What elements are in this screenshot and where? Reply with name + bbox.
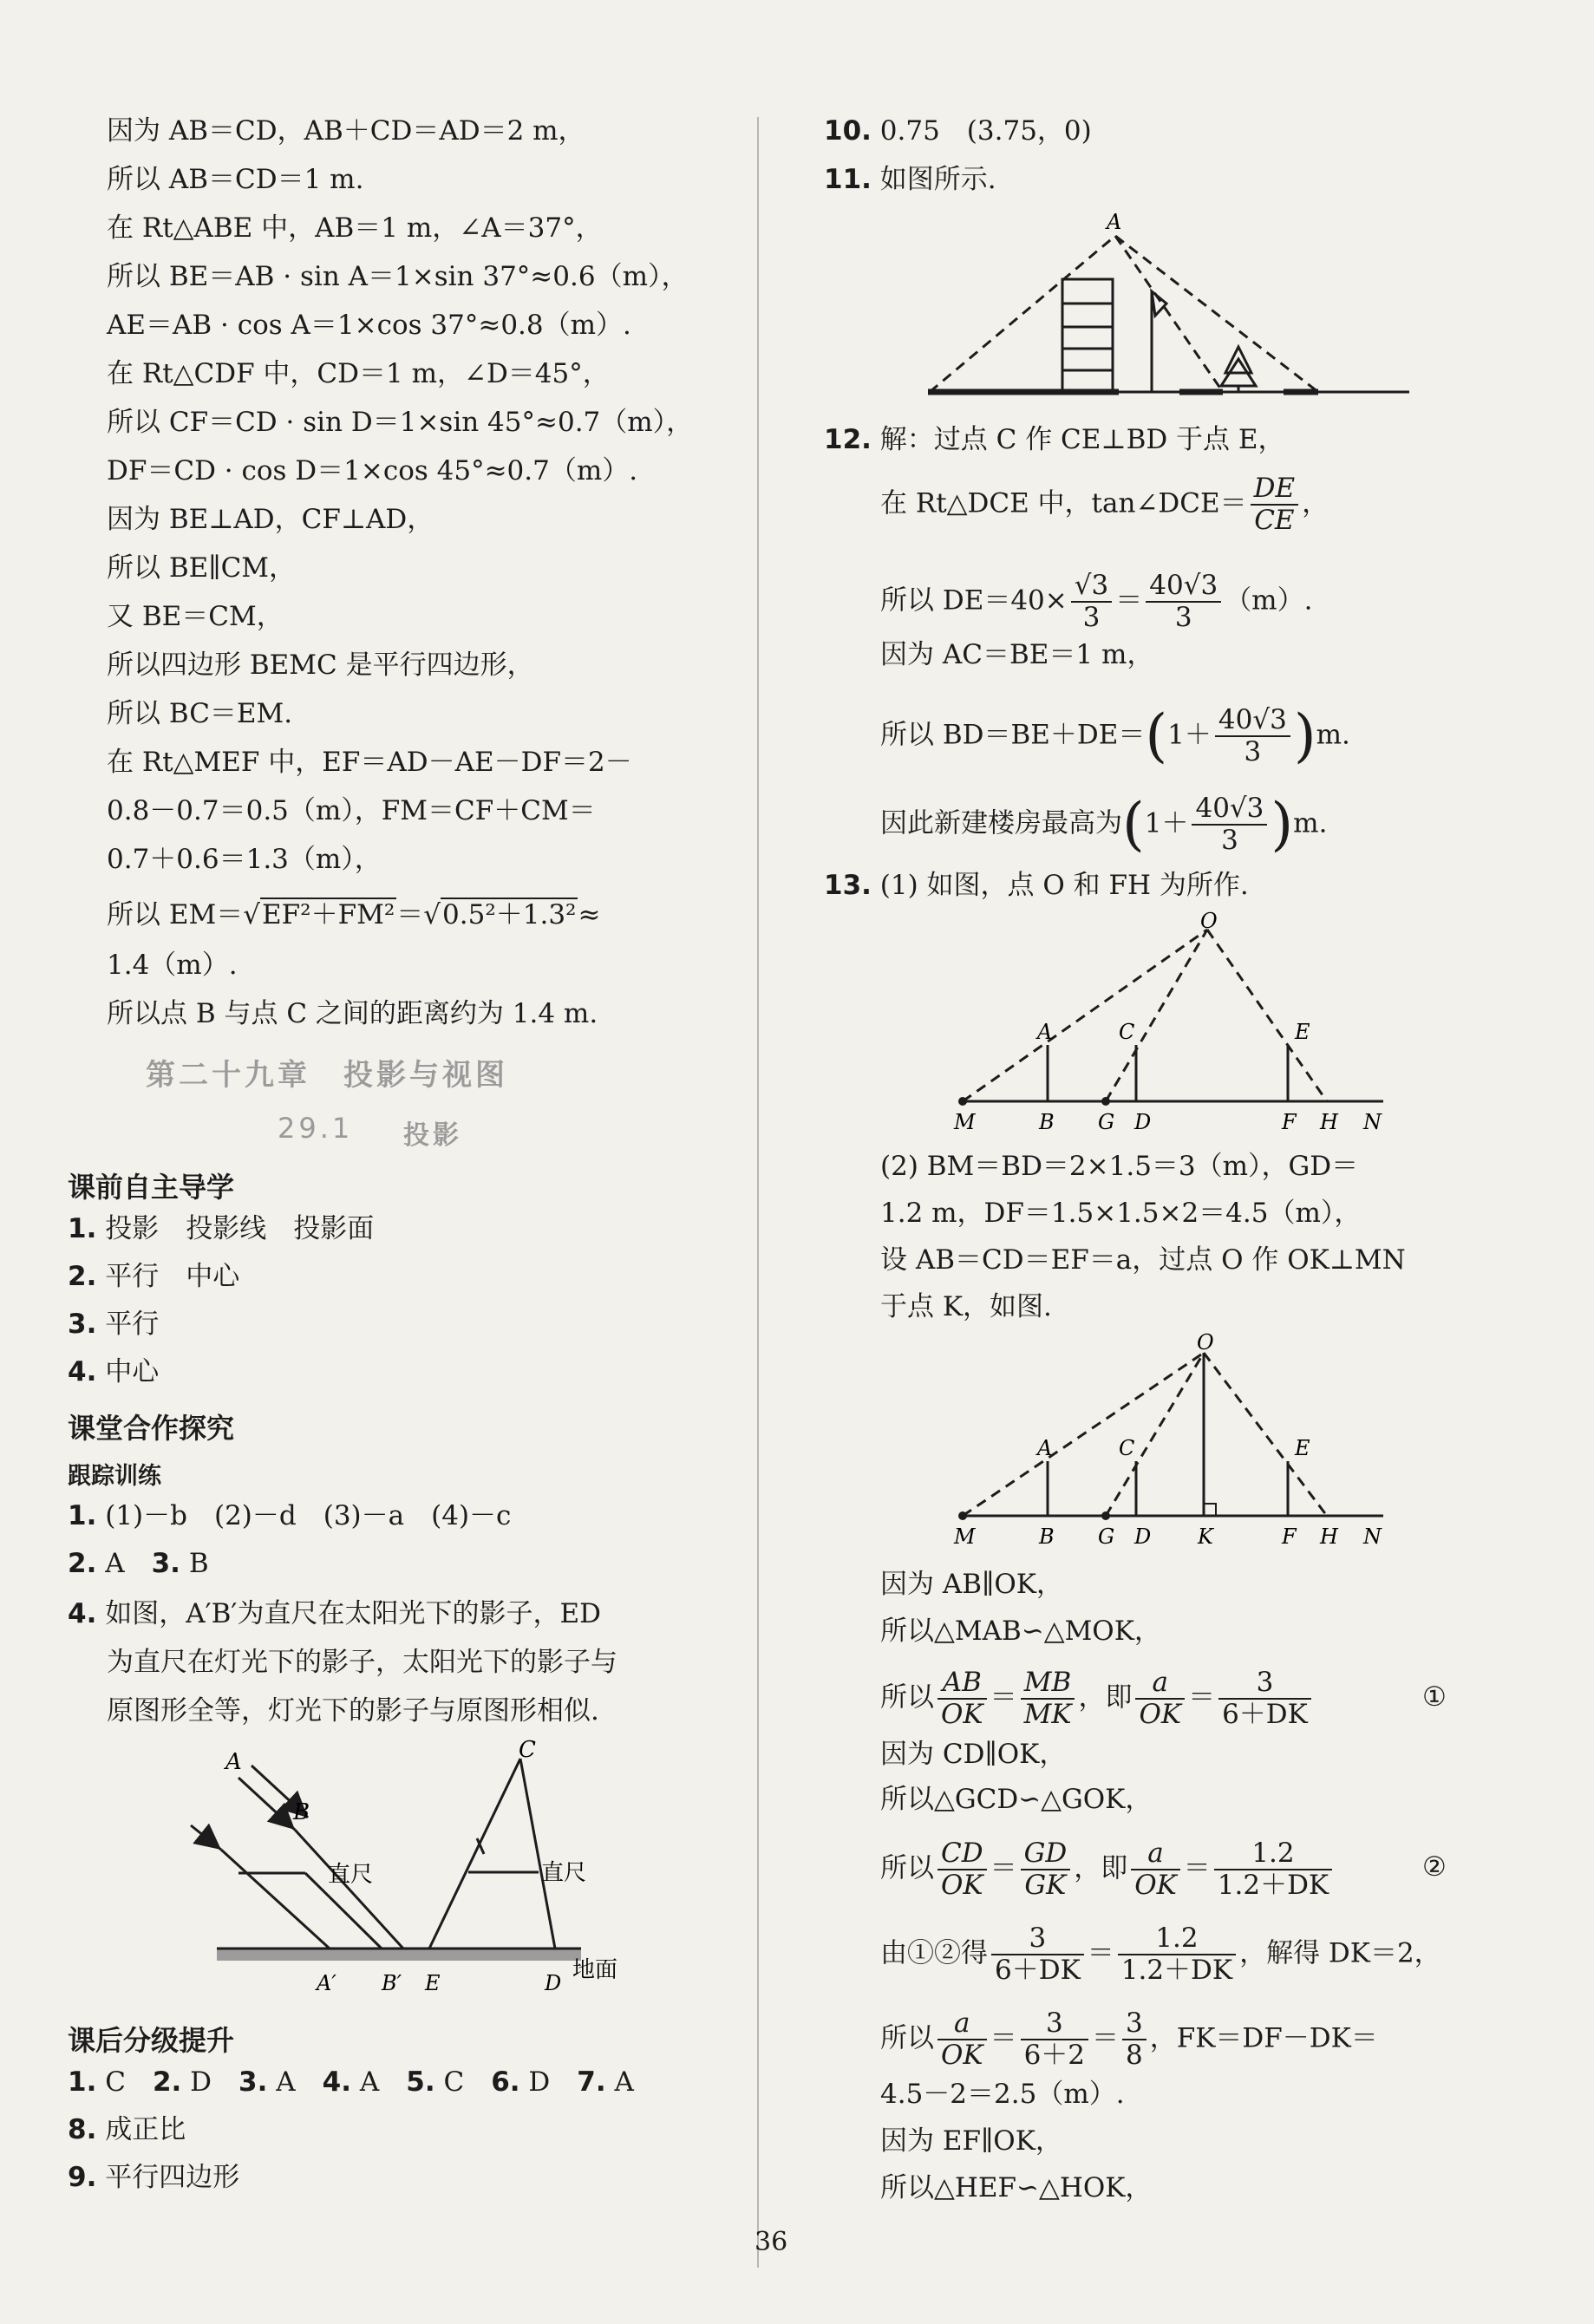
text-line: 所以 AB＝CD＝1 m. [107,164,364,195]
label: N [1363,1110,1382,1134]
heading-pre-study: 课前自主导学 [68,1171,235,1204]
denominator: 3 [1082,602,1101,633]
sqrt-sign: √ [243,899,260,930]
text-line: 因为 BE⊥AD，CF⊥AD， [107,504,434,535]
text: 平行 中心 [105,1261,240,1292]
label: 直尺 [541,1860,587,1886]
denominator: OK [941,1870,983,1901]
answer-line: 8. 成正比 [68,2114,186,2145]
fraction [937,1840,987,1899]
denominator: OK [1134,1870,1177,1901]
text-line: 所以 CF＝CD · sin D＝1×sin 45°≈0.7（m）， [107,407,694,438]
denominator: OK [941,2040,983,2071]
label: D [1134,1110,1152,1134]
text: (1) 如图，点 O 和 FH 为所作. [879,870,1249,901]
choice: A [276,2066,296,2098]
num: 6. [491,2066,520,2098]
text-line: 于点 K，如图. [880,1291,1052,1322]
denominator: OK [941,1699,983,1730]
choice: A [359,2066,380,2098]
label: D [1134,1524,1152,1549]
chapter-title: 第二十九章 投影与视图 [146,1058,508,1093]
text: 平行 [105,1309,160,1340]
choice: C [443,2066,465,2098]
label: M [954,1524,976,1549]
fraction [1071,572,1112,631]
text: 所以 [880,2022,934,2054]
text: ，即 [1078,1681,1133,1714]
label: B [1039,1110,1055,1134]
denominator: 3 [1174,602,1192,633]
answer-line: 4. 如图，A′B′为直尺在太阳光下的影子，ED [68,1598,601,1629]
label: B′ [382,1971,402,1995]
math-line [880,1840,1336,1899]
answer-line: 2. A 3. B [68,1548,209,1579]
light-ray [520,1759,555,1949]
fraction [1251,475,1298,534]
fraction [1122,2007,1147,2071]
text-line: 在 Rt△MEF 中，EF＝AD－AE－DF＝2－ [107,747,632,778]
label: D [545,1971,562,1995]
text: ＝ [1183,1852,1211,1884]
fraction [1021,1840,1071,1899]
label: O [1197,1330,1214,1355]
numerator: a [937,2010,987,2040]
choice: C [105,2066,126,2098]
answer-line [824,115,1092,147]
figure-13-1 [945,911,1396,1140]
label: C [1119,1020,1135,1044]
denominator: MK [1023,1699,1072,1730]
text: 1＋ [1167,719,1212,751]
math-line [880,1669,1315,1728]
label: A [225,1749,242,1775]
text-line: 设 AB＝CD＝EF＝a，过点 O 作 OK⊥MN [880,1244,1406,1276]
math-line [880,475,1329,534]
text-line: 所以 BE∥CM， [107,552,297,584]
equation-mark: ① [1422,1681,1447,1713]
column-divider [757,117,759,2268]
text-line: 为直尺在灯光下的影子，太阳光下的影子与 [107,1647,617,1678]
numerator: AB [937,1669,987,1700]
label: C [519,1737,536,1763]
text-line: (2) BM＝BD＝2×1.5＝3（m），GD＝ [880,1151,1359,1182]
numerator: 1.2 [1118,1925,1236,1955]
denominator: 3 [1244,736,1262,767]
answer-line: 9. 平行四边形 [68,2162,240,2193]
label: B [1039,1524,1055,1549]
answer-line: 1. 投影 投影线 投影面 [68,1213,375,1244]
num: 12. [824,424,872,455]
text: ＝ [1087,1937,1114,1969]
text-line: 在 Rt△ABE 中，AB＝1 m，∠A＝37°， [107,212,603,244]
text: 在 Rt△DCE 中，tan∠DCE＝ [880,487,1247,519]
text-line: 因为 AB∥OK， [880,1569,1063,1600]
denominator: 6＋DK [995,1955,1081,1986]
label: 地面 [572,1957,618,1983]
math-line [880,1925,1441,1984]
answer-line: 4. 中心 [68,1356,160,1387]
num: 10. [824,115,872,147]
numerator: a [1131,1840,1180,1870]
answer-line: 1. (1)－b (2)－d (3)－a (4)－c [68,1500,512,1531]
text-line: 1.2 m，DF＝1.5×1.5×2＝4.5（m）， [880,1198,1362,1229]
label: M [954,1110,976,1134]
light-ray [429,1759,520,1949]
text: 投影 投影线 投影面 [105,1213,375,1244]
fraction [1135,1669,1185,1728]
text-line: 0.7＋0.6＝1.3（m）， [107,844,382,875]
math-line [880,2007,1378,2071]
text: 0.75 (3.75，0) [879,115,1092,147]
fraction [1131,1840,1180,1899]
denominator: CE [1254,505,1295,536]
denominator: 8 [1126,2040,1143,2071]
building [1062,279,1113,392]
text-line: 又 BE＝CM， [107,601,284,632]
fraction [1021,1669,1075,1728]
text: ， [1302,487,1329,519]
text: m. [1316,719,1350,751]
denominator: 3 [1221,825,1238,856]
text-line: 所以 BE＝AB · sin A＝1×sin 37°≈0.6（m）， [107,261,689,292]
fraction [937,1669,987,1728]
text-line: 因为 AC＝BE＝1 m， [880,639,1154,670]
math-line: 所以 BD＝BE＋DE＝(1＋ $\frac{40√3}{3}$ )m. [880,702,1350,769]
sun-ray-arrow [238,1778,295,1830]
numerator: 3 [991,1925,1084,1955]
label: G [1098,1110,1115,1134]
text: 所以 EM＝ [107,899,244,930]
label: B [293,1799,310,1825]
label: A [1037,1436,1053,1460]
num: 4. [322,2066,351,2098]
answer-line [824,424,1285,455]
label: A [1107,210,1122,234]
figure-13-2 [945,1327,1396,1552]
text: 成正比 [105,2114,186,2145]
label: E [425,1971,441,1995]
fraction [1146,572,1221,631]
text-line: 在 Rt△CDF 中，CD＝1 m，∠D＝45°， [107,358,610,389]
denominator: 6＋DK [1222,1699,1308,1730]
fraction [1192,795,1267,854]
numerator: 3 [1021,2010,1088,2040]
answer-line [824,872,1249,899]
section-title: 投影 [403,1120,462,1151]
label: F [1282,1524,1297,1549]
answer-line: 3. 平行 [68,1309,160,1340]
ground-strip [217,1949,581,1961]
label: C [1119,1436,1135,1460]
label: H [1320,1524,1338,1549]
choice: D [528,2066,551,2098]
label: G [1098,1524,1115,1549]
text-line: 原图形全等，灯光下的影子与原图形相似. [107,1695,599,1727]
text: ＝ [1115,584,1143,617]
text: 因此新建楼房最高为 [880,807,1122,839]
answer-row [68,2066,634,2098]
text: ＝ [1092,2022,1120,2054]
text-line: 因为 AB＝CD，AB＋CD＝AD＝2 m， [107,115,585,147]
text: 1＋ [1144,807,1189,839]
numerator: 40√3 [1146,572,1221,603]
denominator: 1.2＋DK [1217,1870,1329,1901]
num: 11. [824,164,872,195]
section-number: 29.1 [278,1112,354,1145]
text: ＝ [990,1852,1017,1884]
dashed-ray [930,236,1318,392]
text: 所以 BD＝BE＋DE＝ [880,719,1146,751]
num: 3. [238,2066,268,2098]
dashed-ray [1115,236,1223,392]
fraction [1214,1840,1332,1899]
num: 7. [577,2066,606,2098]
choice: D [190,2066,212,2098]
fraction [1021,2007,1088,2071]
text-line: 所以四边形 BEMC 是平行四边形， [107,650,534,681]
text-line: 1.4（m）. [107,950,238,981]
text-line: 0.8－0.7＝0.5（m），FM＝CF＋CM＝ [107,795,596,826]
sun-ray-arrow [191,1825,221,1850]
text: ≈ [578,899,601,930]
text: B [188,1548,209,1579]
num: 13. [824,870,872,901]
equation-mark: ② [1422,1851,1447,1883]
text: 解：过点 C 作 CE⊥BD 于点 E， [879,424,1285,455]
radicand: 0.5²＋1.3² [442,899,577,930]
text: (1)－b (2)－d (3)－a (4)－c [105,1500,512,1531]
text-line: 所以△GCD∽△GOK， [880,1784,1153,1815]
text: 所以 [880,1681,934,1714]
denominator: OK [1139,1699,1182,1730]
text: 如图，A′B′为直尺在太阳光下的影子，ED [105,1598,601,1629]
numerator: 3 [1122,2010,1147,2040]
numerator: a [1135,1669,1185,1700]
fraction [937,2007,987,2071]
text-line-sqrt [107,899,601,930]
radicand: EF²＋FM² [262,899,395,930]
numerator: MB [1021,1669,1075,1700]
heading-post-study: 课后分级提升 [68,2024,235,2057]
denominator: 1.2＋DK [1120,1955,1233,1986]
label: F [1282,1110,1297,1134]
numerator: CD [937,1840,987,1870]
sqrt-sign: √ [423,899,441,930]
label: O [1200,911,1218,933]
choice: A [614,2066,634,2098]
answer-line: 2. 平行 中心 [68,1261,240,1292]
text: 中心 [105,1356,160,1387]
text: ＝ [990,1681,1017,1714]
text: 所以 [880,1852,934,1884]
text: ，即 [1074,1852,1128,1884]
ruler-shadow-figure [121,1734,659,2003]
math-line [880,572,1312,631]
text: 如图所示. [879,164,996,195]
text: ＝ [1188,1681,1216,1714]
text: 所以 DE＝40× [880,584,1068,617]
figure-11 [919,208,1414,403]
fraction [991,1925,1084,1984]
numerator: 40√3 [1215,707,1290,737]
label: 直尺 [328,1862,374,1888]
math-line: 因此新建楼房最高为(1＋ $\frac{40√3}{3}$ )m. [880,791,1328,858]
label: E [1295,1020,1310,1044]
text-line: DF＝CD · cos D＝1×cos 45°≈0.7（m）. [107,455,638,486]
label: A [1037,1020,1053,1044]
text-line: AE＝AB · cos A＝1×cos 37°≈0.8（m）. [107,310,631,341]
label: H [1320,1110,1338,1134]
text: ＝ [396,899,424,930]
numerator: 40√3 [1192,795,1267,826]
text: 由①②得 [880,1937,988,1969]
text: A [105,1548,125,1579]
label: K [1198,1524,1213,1549]
text: ，解得 DK＝2， [1239,1937,1441,1969]
flag [1152,291,1166,316]
text: 平行四边形 [105,2162,240,2193]
heading-tracking: 跟踪训练 [68,1463,161,1490]
numerator: 1.2 [1214,1840,1332,1870]
text-line: 所以 BC＝EM. [107,698,293,729]
label: N [1363,1524,1382,1549]
num: 2. [152,2066,182,2098]
heading-cooperation: 课堂合作探究 [68,1412,235,1445]
text: （m）. [1225,584,1313,617]
numerator: 3 [1218,1669,1311,1700]
num: 5. [406,2066,435,2098]
answer-line [824,166,996,193]
numerator: GD [1021,1840,1071,1870]
num: 1. [68,2066,97,2098]
fraction [1218,1669,1311,1728]
denominator: GK [1024,1870,1067,1901]
text: ，FK＝DF－DK＝ [1149,2022,1378,2054]
text-line: 因为 EF∥OK， [880,2125,1062,2157]
text-line: 所以点 B 与点 C 之间的距离约为 1.4 m. [107,998,598,1029]
page-number: 36 [755,2227,788,2257]
text-line: 4.5－2＝2.5（m）. [880,2079,1125,2110]
fraction [1215,704,1290,767]
label: E [1295,1436,1310,1460]
denominator: 6＋2 [1023,2040,1086,2071]
text-line: 所以△HEF∽△HOK， [880,2172,1153,2203]
text-line: 所以△MAB∽△MOK， [880,1616,1161,1647]
text-line: 因为 CD∥OK， [880,1739,1067,1770]
numerator: DE [1251,475,1298,506]
numerator: √3 [1071,572,1112,603]
text: m. [1293,807,1328,839]
fraction [1118,1925,1236,1984]
text: ＝ [990,2022,1017,2054]
label: A′ [317,1971,336,1995]
